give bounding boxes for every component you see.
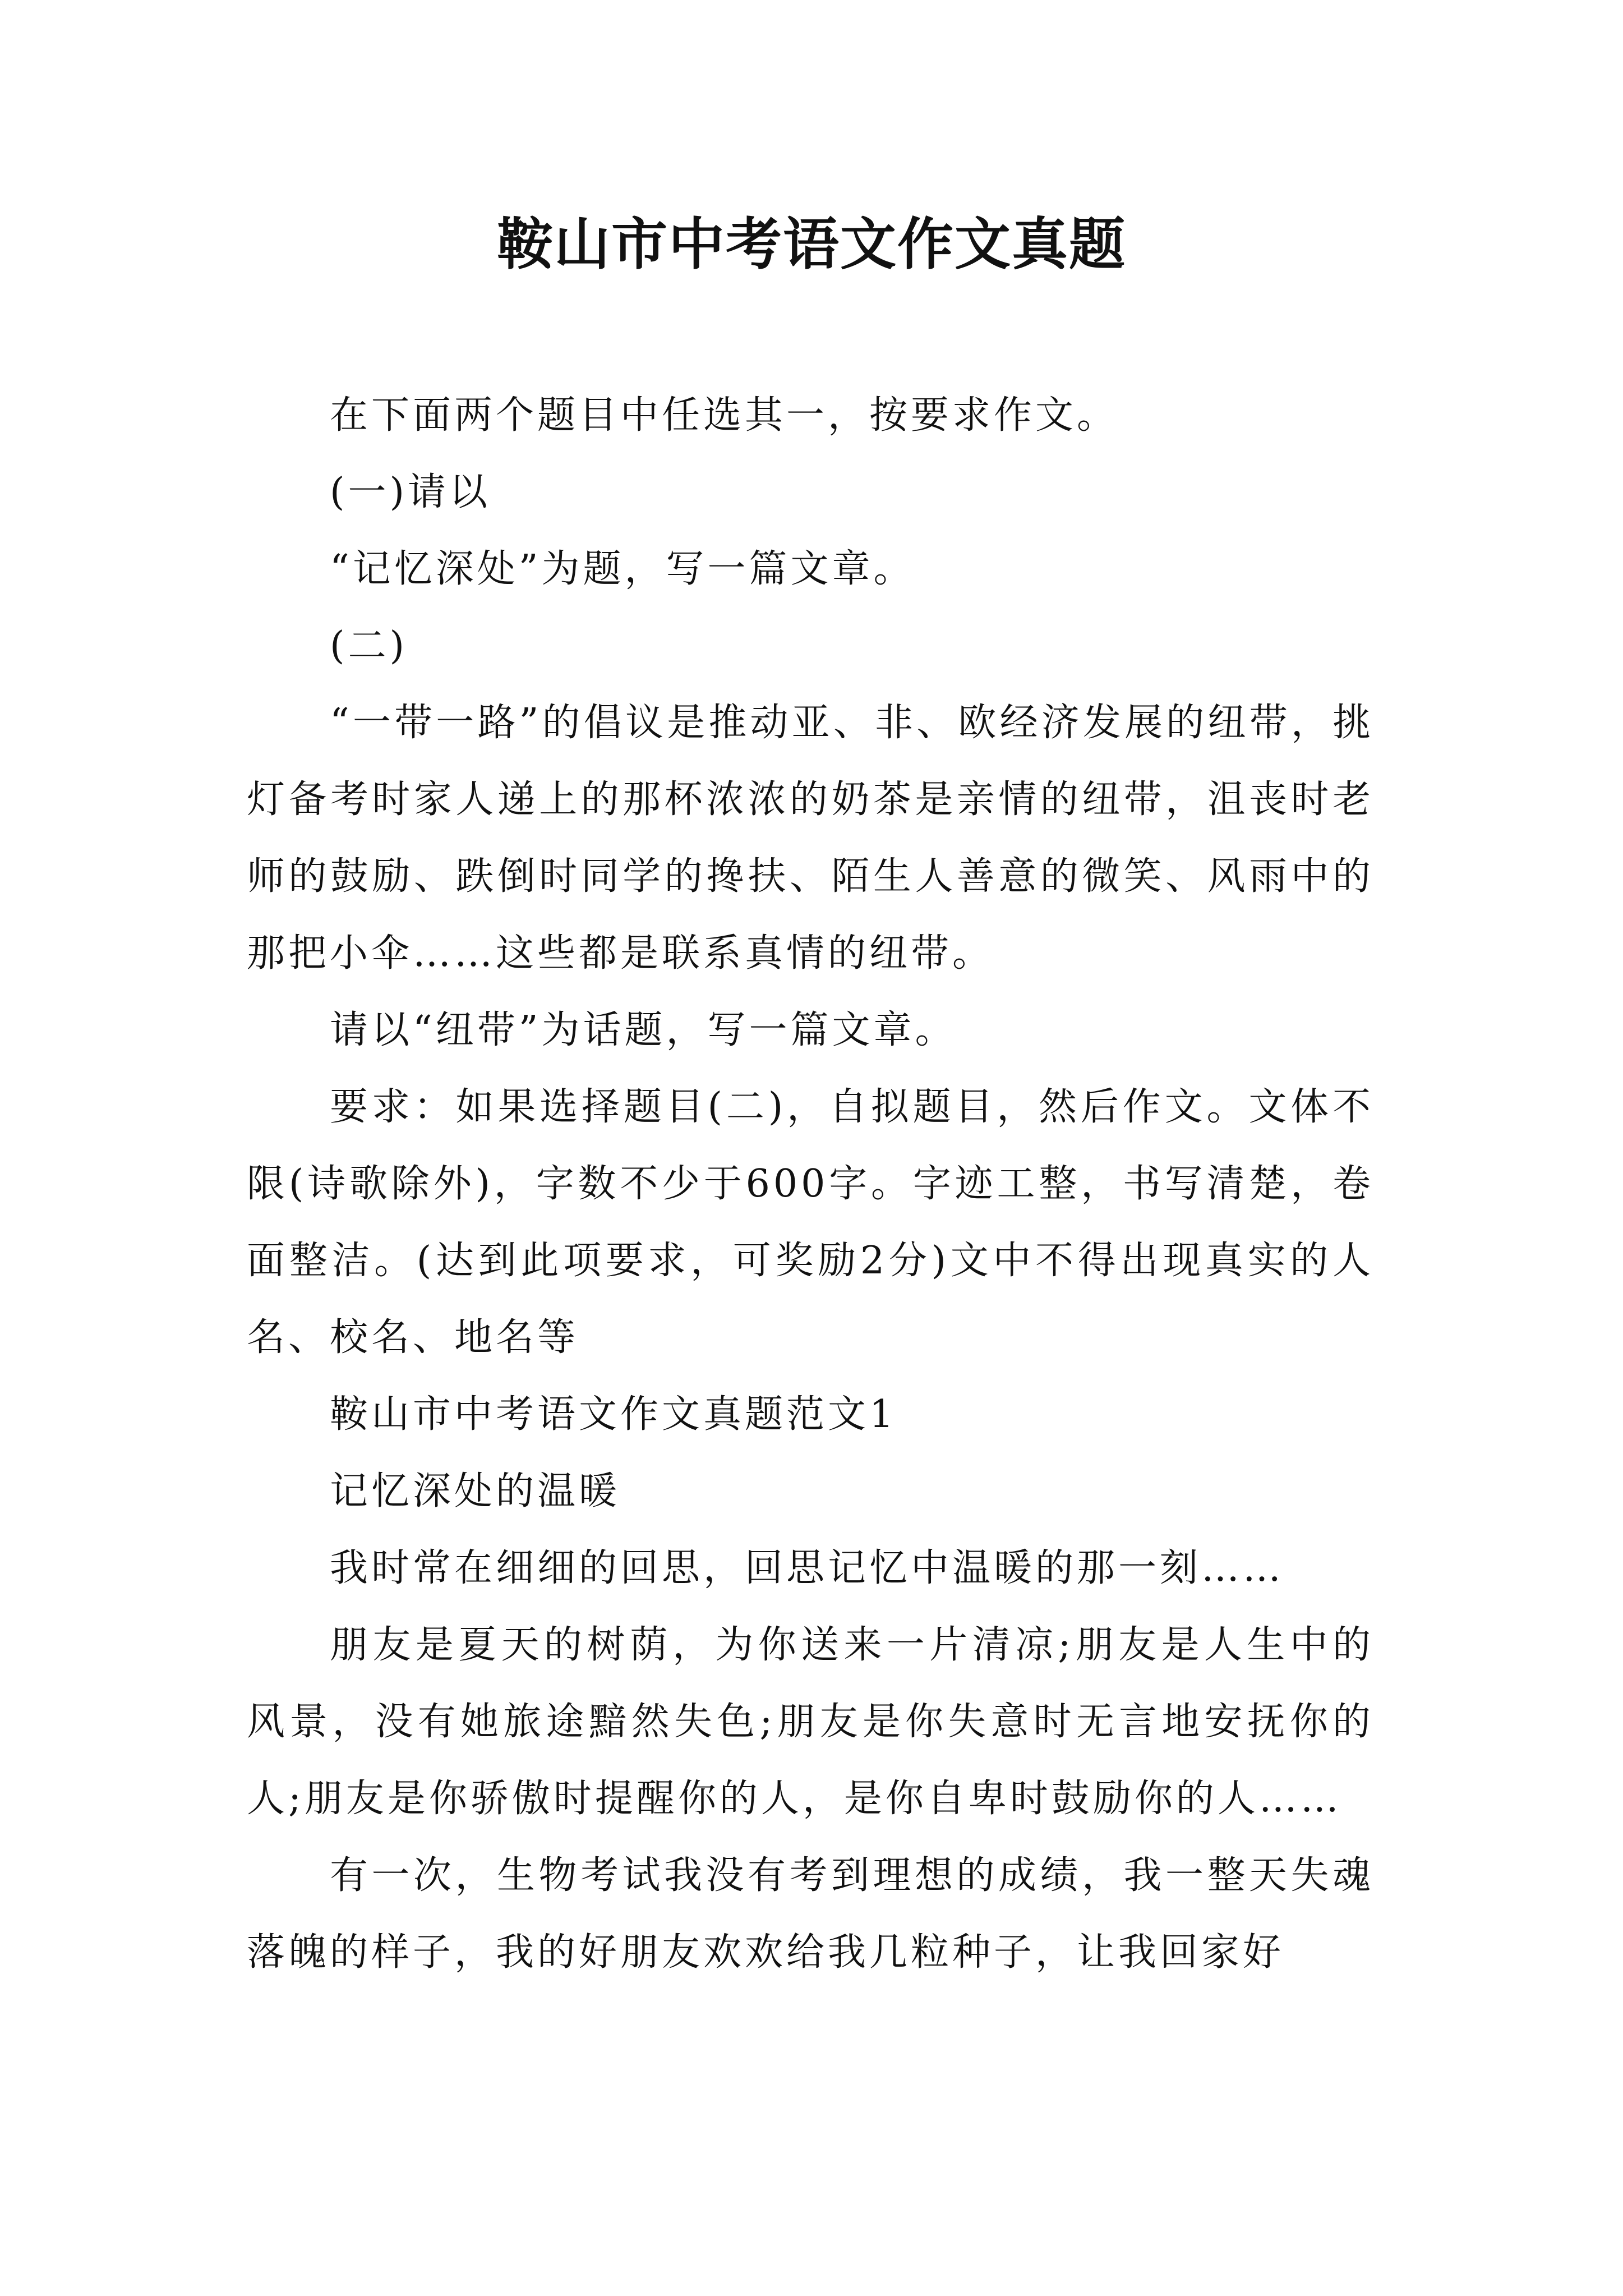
paragraph-sample-title: 记忆深处的温暖 [330, 1469, 621, 1513]
paragraph-option-two-topic: 请以“纽带”为话题，写一篇文章。 [330, 1008, 957, 1052]
paragraph-option-one-label: (一)请以 [330, 470, 491, 514]
paragraph-sample-heading: 鞍山市中考语文作文真题范文1 [330, 1392, 897, 1437]
paragraph-option-two-material: “一带一路”的倡议是推动亚、非、欧经济发展的纽带，挑灯备考时家人递上的那杯浓浓的奶茶是亲情的纽带，沮丧时老师的鼓励、跌倒时同学的搀扶、陌生人善意的微笑、风雨中的那把小伞……这些都是联系真情的纽带。 [247, 701, 1374, 976]
paragraph-sample-opening: 我时常在细细的回思，回思记忆中温暖的那一刻…… [330, 1546, 1285, 1590]
paragraph-instruction: 在下面两个题目中任选其一，按要求作文。 [330, 393, 1119, 438]
paragraph-sample-friends: 朋友是夏天的树荫，为你送来一片清凉;朋友是人生中的风景，没有她旅途黯然失色;朋友是你失意时无言地安抚你的人;朋友是你骄傲时提醒你的人，是你自卑时鼓励你的人…… [247, 1623, 1374, 1821]
paragraph-sample-story: 有一次，生物考试我没有考到理想的成绩，我一整天失魂落魄的样子，我的好朋友欢欢给我几粒种子，让我回家好 [247, 1853, 1374, 1975]
paragraph-option-two-label: (二) [330, 624, 408, 668]
paragraph-requirements: 要求：如果选择题目(二)，自拟题目，然后作文。文体不限(诗歌除外)，字数不少于600字。字迹工整，书写清楚，卷面整洁。(达到此项要求，可奖励2分)文中不得出现真实的人名、校名、地名等 [247, 1085, 1374, 1360]
paragraph-option-one-topic: “记忆深处”为题，写一篇文章。 [330, 547, 915, 591]
document-body [247, 377, 1374, 1991]
document-title: 鞍山市中考语文作文真题 [497, 211, 1126, 277]
